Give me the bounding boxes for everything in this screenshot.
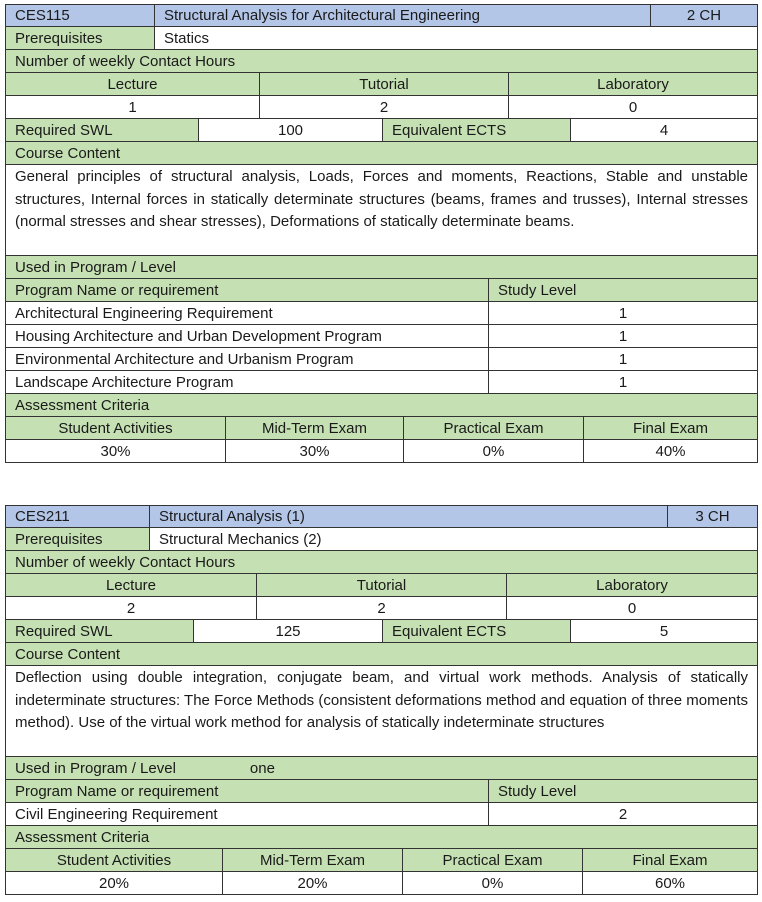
course-content-text: Deflection using double integration, conjugate beam, and virtual work methods. Analysis of statically indeterminate structures: The Force Methods (consistent deformations method and equation of three moments method). Use of the virtual work method for analysis of statically indeterminate structures: [5, 666, 758, 757]
laboratory-header: Laboratory: [596, 576, 668, 594]
assessment-values-row: [5, 872, 758, 895]
assessment-label: Assessment Criteria: [15, 396, 150, 414]
course-code: CES211: [6, 506, 150, 527]
program-level: 1: [618, 373, 628, 391]
used-in-program-heading: [5, 757, 758, 780]
prerequisites-row: [5, 27, 758, 50]
mid-term-value: 30%: [226, 440, 404, 462]
prerequisites-row: [5, 528, 758, 551]
final-exam-header: Final Exam: [632, 851, 708, 869]
mid-term-header: Mid-Term Exam: [226, 417, 404, 439]
program-row: [5, 371, 758, 394]
contact-hours-header-row: [5, 574, 758, 597]
used-in-level-note: one: [249, 759, 275, 777]
mid-term-value: 20%: [223, 872, 403, 894]
program-name-header: Program Name or requirement: [6, 279, 489, 301]
program-name: Environmental Architecture and Urbanism Program: [6, 348, 489, 370]
lecture-value: 1: [6, 96, 260, 118]
lecture-header: Lecture: [6, 574, 257, 596]
laboratory-header: Laboratory: [597, 75, 669, 93]
tutorial-header: Tutorial: [260, 73, 509, 95]
prerequisites-label: Prerequisites: [6, 27, 155, 49]
equivalent-ects-value: 5: [571, 620, 757, 642]
course-title: Structural Analysis (1): [150, 506, 668, 527]
assessment-heading: [5, 826, 758, 849]
course-content-label: Course Content: [15, 144, 121, 162]
program-header-row: [5, 279, 758, 302]
program-header-row: [5, 780, 758, 803]
program-row: [5, 302, 758, 325]
mid-term-header: Mid-Term Exam: [223, 849, 403, 871]
assessment-values-row: [5, 440, 758, 463]
program-name: Architectural Engineering Requirement: [6, 302, 489, 324]
study-level-header: Study Level: [498, 782, 577, 800]
prerequisites-label: Prerequisites: [6, 528, 150, 550]
prerequisites-value: Statics: [155, 27, 757, 49]
assessment-label: Assessment Criteria: [15, 828, 150, 846]
lecture-value: 2: [6, 597, 257, 619]
swl-ects-row: [5, 119, 758, 142]
assessment-header-row: [5, 849, 758, 872]
course-content-label: Course Content: [15, 645, 121, 663]
contact-hours-values-row: [5, 96, 758, 119]
used-in-program-label: Used in Program / Level: [15, 258, 176, 276]
course-content-heading: [5, 142, 758, 165]
equivalent-ects-value: 4: [571, 119, 757, 141]
final-exam-value: 60%: [654, 874, 686, 892]
credit-hours: 2 CH: [686, 7, 722, 24]
equivalent-ects-label: Equivalent ECTS: [383, 119, 571, 141]
student-activities-header: Student Activities: [6, 849, 223, 871]
practical-exam-value: 0%: [403, 872, 583, 894]
prerequisites-value: Structural Mechanics (2): [150, 528, 757, 550]
program-row: [5, 348, 758, 371]
equivalent-ects-label: Equivalent ECTS: [383, 620, 571, 642]
program-level: 1: [618, 304, 628, 322]
study-level-header: Study Level: [498, 281, 577, 299]
contact-hours-values-row: [5, 597, 758, 620]
course-title: Structural Analysis for Architectural Engineering: [155, 5, 651, 26]
program-level: 2: [618, 805, 628, 823]
assessment-header-row: [5, 417, 758, 440]
practical-exam-value: 0%: [404, 440, 584, 462]
practical-exam-header: Practical Exam: [404, 417, 584, 439]
course-table-ces211: [5, 505, 758, 895]
used-in-program-heading: [5, 256, 758, 279]
student-activities-value: 30%: [6, 440, 226, 462]
required-swl-label: Required SWL: [6, 620, 194, 642]
swl-ects-row: [5, 620, 758, 643]
contact-hours-heading: [5, 551, 758, 574]
used-in-program-label: Used in Program / Level one: [15, 759, 275, 777]
program-name: Landscape Architecture Program: [6, 371, 489, 393]
program-level: 1: [618, 327, 628, 345]
contact-hours-header-row: [5, 73, 758, 96]
program-row: [5, 325, 758, 348]
student-activities-header: Student Activities: [6, 417, 226, 439]
contact-hours-label: Number of weekly Contact Hours: [15, 52, 236, 70]
contact-hours-label: Number of weekly Contact Hours: [15, 553, 236, 571]
course-code: CES115: [6, 5, 155, 26]
required-swl-value: 125: [194, 620, 383, 642]
contact-hours-heading: [5, 50, 758, 73]
course-table-ces115: [5, 4, 758, 463]
student-activities-value: 20%: [6, 872, 223, 894]
course-content-heading: [5, 643, 758, 666]
program-row: [5, 803, 758, 826]
final-exam-header: Final Exam: [632, 419, 709, 437]
course-content-text: General principles of structural analysis, Loads, Forces and moments, Reactions, Stable and unstable structures, Internal forces in statically determinate structures (beams, frames and trusses), Internal stresses (normal stresses and shear stresses), Deformations of statically determinate beams.: [5, 165, 758, 256]
credit-hours: 3 CH: [695, 508, 730, 525]
tutorial-header: Tutorial: [257, 574, 507, 596]
program-level: 1: [618, 350, 628, 368]
program-name: Housing Architecture and Urban Development Program: [6, 325, 489, 347]
required-swl-label: Required SWL: [6, 119, 199, 141]
lecture-header: Lecture: [6, 73, 260, 95]
laboratory-value: 0: [628, 98, 638, 116]
final-exam-value: 40%: [655, 442, 686, 460]
course-header-row: [5, 505, 758, 528]
program-name-header: Program Name or requirement: [6, 780, 489, 802]
program-name: Civil Engineering Requirement: [6, 803, 489, 825]
course-header-row: [5, 4, 758, 27]
assessment-heading: [5, 394, 758, 417]
tutorial-value: 2: [257, 597, 507, 619]
required-swl-value: 100: [199, 119, 383, 141]
practical-exam-header: Practical Exam: [403, 849, 583, 871]
laboratory-value: 0: [627, 599, 637, 617]
tutorial-value: 2: [260, 96, 509, 118]
